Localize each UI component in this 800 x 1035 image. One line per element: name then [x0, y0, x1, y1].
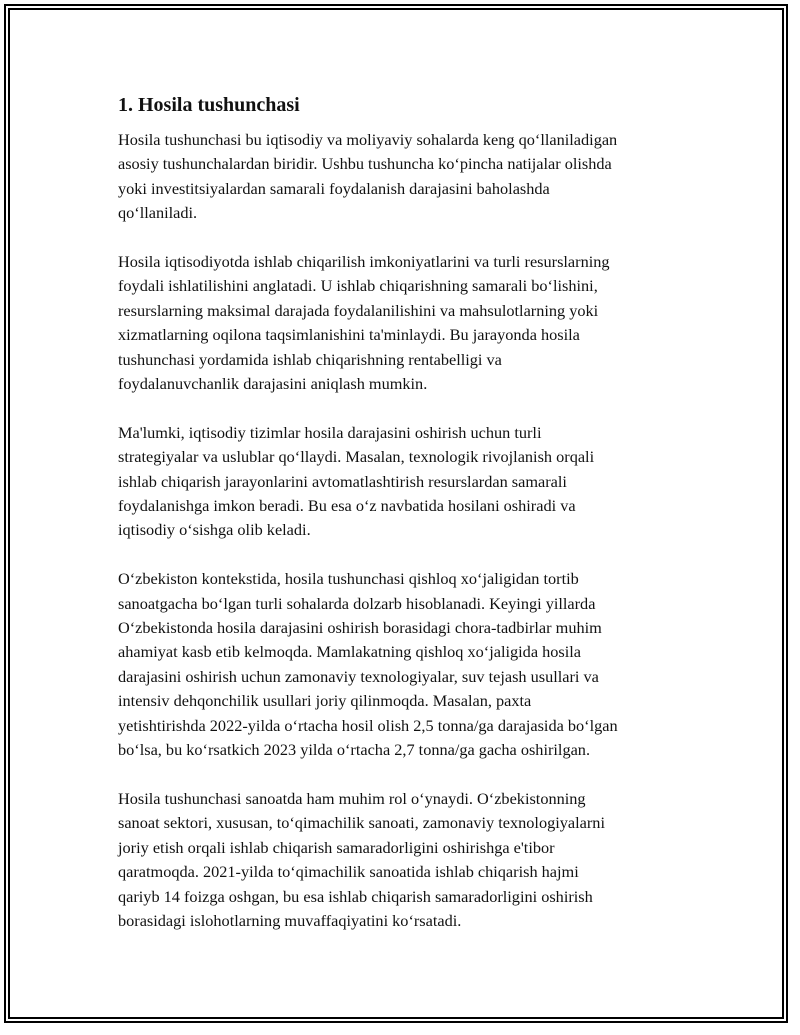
paragraph-line: tushunchasi yordamida ishlab chiqarishning rentabelligi va	[118, 349, 502, 369]
paragraph-line: sanoatgacha bo‘lgan turli sohalarda dolzarb hisoblanadi. Keyingi yillarda	[118, 593, 596, 613]
paragraph-line: asosiy tushunchalardan biridir. Ushbu tushuncha ko‘pincha natijalar olishda	[118, 154, 612, 174]
paragraph-line: iqtisodiy o‘sishga olib keladi.	[118, 520, 311, 540]
paragraph-line: O‘zbekiston kontekstida, hosila tushunchasi qishloq xo‘jaligidan tortib	[118, 569, 579, 589]
section-heading: 1. Hosila tushunchasi	[118, 94, 300, 116]
paragraph	[118, 128, 698, 226]
paragraph-line: Hosila tushunchasi bu iqtisodiy va moliyaviy sohalarda keng qo‘llaniladigan	[118, 130, 618, 149]
paragraph-line: foydalanishga imkon beradi. Bu esa o‘z navbatida hosilani oshiradi va	[118, 496, 576, 516]
document-body	[118, 92, 698, 958]
paragraph-line: bo‘lsa, bu ko‘rsatkich 2023 yilda o‘rtacha 2,7 tonna/ga gacha oshirilgan.	[118, 740, 591, 760]
paragraph-line: darajasini oshirish uchun zamonaviy texnologiyalar, suv tejash usullari va	[118, 666, 599, 686]
paragraph-line: foydalanuvchanlik darajasini aniqlash mumkin.	[118, 374, 428, 394]
paragraph	[118, 250, 698, 396]
paragraph-line: strategiyalar va uslublar qo‘llaydi. Masalan, texnologik rivojlanish orqali	[118, 447, 595, 467]
paragraph-line: qo‘llaniladi.	[118, 203, 198, 223]
paragraph-line: foydali ishlatilishini anglatadi. U ishlab chiqarishning samarali bo‘lishini,	[118, 276, 598, 296]
paragraph	[118, 787, 698, 933]
paragraph-line: Hosila iqtisodiyotda ishlab chiqarilish imkoniyatlarini va turli resurslarning	[118, 252, 610, 272]
paragraph-line: ishlab chiqarish jarayonlarini avtomatlashtirish resurslardan samarali	[118, 471, 567, 491]
paragraph-line: yoki investitsiyalardan samarali foydalanish darajasini baholashda	[118, 178, 550, 198]
paragraph-line: ahamiyat kasb etib kelmoqda. Mamlakatning qishloq xo‘jaligida hosila	[118, 642, 582, 662]
paragraph	[118, 567, 698, 762]
paragraph-line: qaratmoqda. 2021-yilda to‘qimachilik sanoatida ishlab chiqarish hajmi	[118, 862, 579, 882]
paragraph-line: Hosila tushunchasi sanoatda ham muhim rol o‘ynaydi. O‘zbekistonning	[118, 788, 586, 808]
paragraphs	[118, 128, 698, 933]
paragraph-line: borasidagi islohotlarning muvaffaqiyatini ko‘rsatadi.	[118, 910, 462, 930]
paragraph-line: sanoat sektori, xususan, to‘qimachilik sanoati, zamonaviy texnologiyalarni	[118, 813, 605, 833]
paragraph	[118, 421, 698, 543]
paragraph-line: qariyb 14 foizga oshgan, bu esa ishlab chiqarish samaradorligini oshirish	[118, 886, 593, 906]
paragraph-line: yetishtirishda 2022-yilda o‘rtacha hosil olish 2,5 tonna/ga darajasida bo‘lgan	[118, 715, 618, 735]
paragraph-line: xizmatlarning oqilona taqsimlanishini ta'minlaydi. Bu jarayonda hosila	[118, 325, 580, 345]
paragraph-line: O‘zbekistonda hosila darajasini oshirish borasidagi chora-tadbirlar muhim	[118, 618, 602, 638]
paragraph-line: intensiv dehqonchilik usullari joriy qilinmoqda. Masalan, paxta	[118, 691, 532, 711]
paragraph-line: joriy etish orqali ishlab chiqarish samaradorligini oshirishga e'tibor	[118, 837, 555, 857]
paragraph-line: resurslarning maksimal darajada foydalanilishini va mahsulotlarning yoki	[118, 300, 599, 320]
paragraph-line: Ma'lumki, iqtisodiy tizimlar hosila darajasini oshirish uchun turli	[118, 422, 542, 442]
